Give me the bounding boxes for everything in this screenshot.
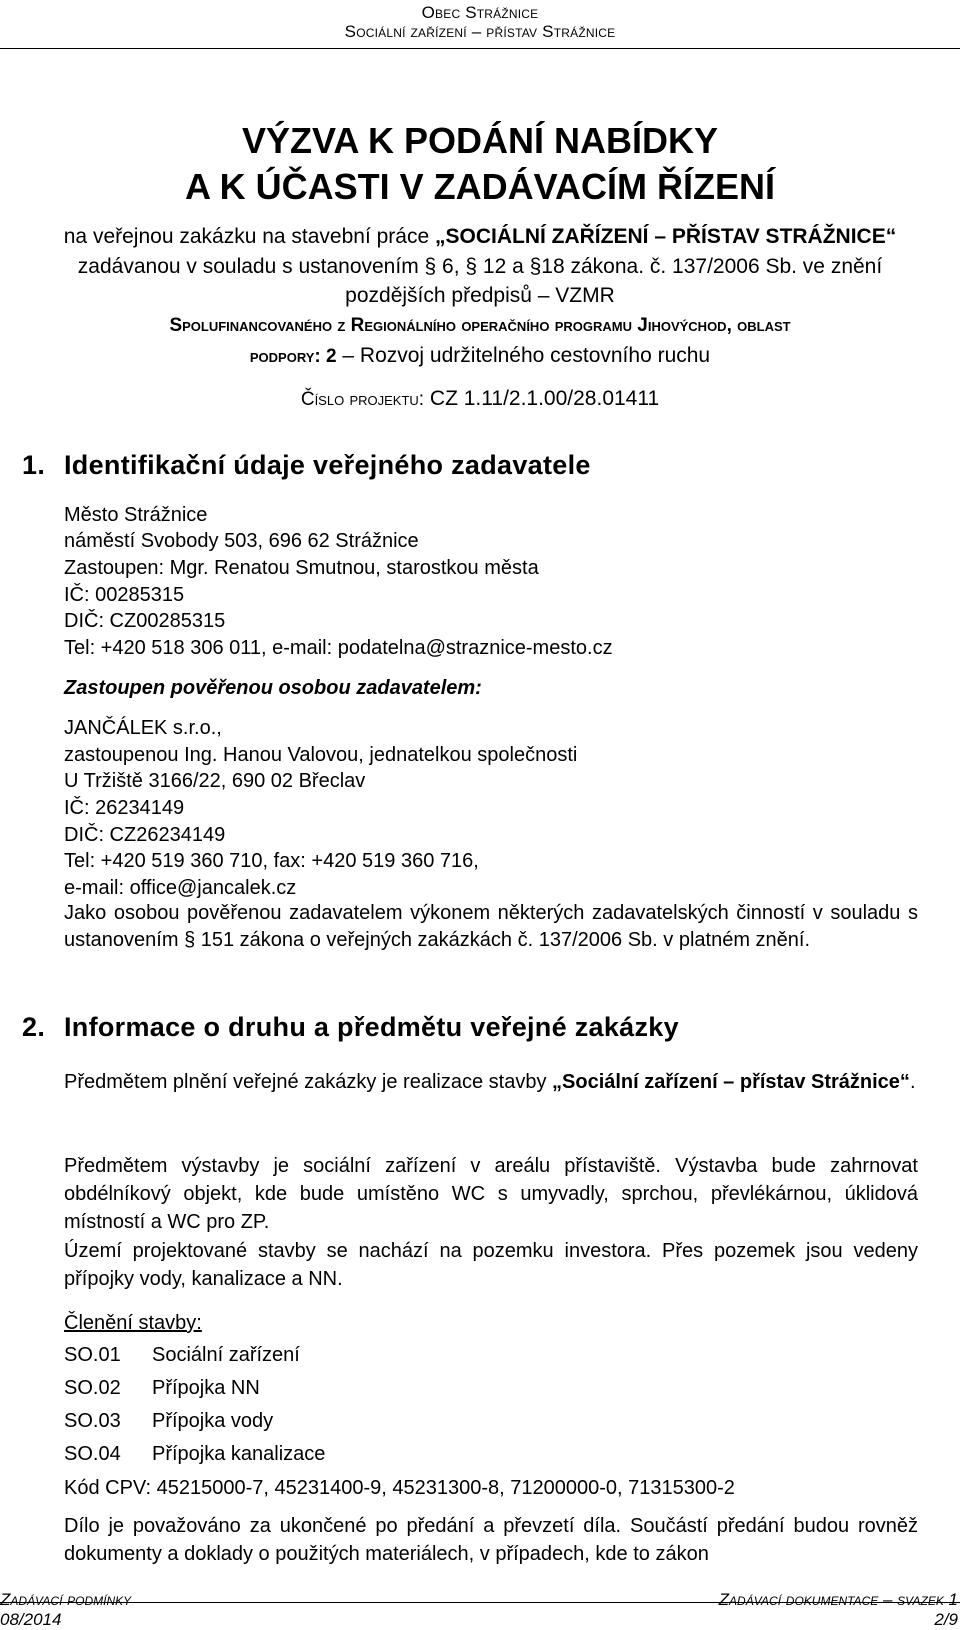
header-project: Sociální zařízení – přístav Strážnice bbox=[344, 22, 616, 41]
subject-paragraph bbox=[64, 1068, 918, 1096]
object-name: Sociální zařízení bbox=[152, 1344, 300, 1366]
breakdown-heading: Členění stavby: bbox=[64, 1312, 202, 1334]
footer-section-name: Zadávací podmínky bbox=[0, 1590, 132, 1609]
intro-line-1-text: na veřejnou zakázku na stavební práce bbox=[63, 225, 435, 248]
footer-date: 08/2014 bbox=[0, 1610, 62, 1629]
object-code: SO.02 bbox=[64, 1377, 121, 1399]
intro-line-1 bbox=[0, 222, 960, 252]
section-2-number: 2. bbox=[22, 1012, 46, 1042]
delegate-line: U Tržiště 3166/22, 690 02 Břeclav bbox=[64, 770, 366, 792]
document-title bbox=[0, 118, 960, 210]
object-name: Přípojka vody bbox=[152, 1410, 274, 1432]
intro-line-5 bbox=[0, 341, 960, 372]
header-divider bbox=[0, 48, 960, 49]
object-code: SO.01 bbox=[64, 1344, 121, 1366]
intro-line-2: zadávanou v souladu s ustanovením § 6, § 12 a §18 zákona. č. 137/2006 Sb. ve znění bbox=[77, 255, 883, 278]
project-number: CZ 1.11/2.1.00/28.01411 bbox=[424, 387, 660, 410]
contracting-authority-line: DIČ: CZ00285315 bbox=[64, 610, 226, 632]
contracting-authority-line: Zastoupen: Mgr. Renatou Smutnou, starostkou města bbox=[64, 557, 539, 579]
page-number: 2/9 bbox=[934, 1610, 958, 1629]
section-1-number: 1. bbox=[22, 450, 46, 480]
intro-line-3: pozdějších předpisů – VZMR bbox=[345, 284, 615, 307]
subject-building-name: „Sociální zařízení – přístav Strážnice“ bbox=[552, 1071, 910, 1093]
construction-paragraph bbox=[64, 1152, 918, 1236]
contracting-authority-line: Město Strážnice bbox=[64, 504, 208, 526]
delegate-line: Tel: +420 519 360 710, fax: +420 519 360 716, bbox=[64, 850, 479, 872]
contract-name: „SOCIÁLNÍ ZAŘÍZENÍ – PŘÍSTAV STRÁŽNICE“ bbox=[434, 225, 897, 248]
contracting-authority-line: IČ: 00285315 bbox=[64, 584, 185, 606]
delegate-heading: Zastoupen pověřenou osobou zadavatelem: bbox=[64, 677, 482, 699]
subject-text: Předmětem plnění veřejné zakázky je realizace stavby bbox=[64, 1071, 553, 1093]
object-code: SO.03 bbox=[64, 1410, 121, 1432]
section-2-title: Informace o druhu a předmětu veřejné zakázky bbox=[64, 1012, 679, 1042]
object-name: Přípojka kanalizace bbox=[152, 1443, 326, 1465]
project-number-label: Číslo projektu: bbox=[300, 389, 425, 410]
delegate-line: JANČÁLEK s.r.o., bbox=[64, 717, 222, 739]
delegate-paragraph bbox=[64, 900, 918, 954]
site-paragraph bbox=[64, 1237, 918, 1293]
project-number-line bbox=[0, 384, 960, 415]
completion-text: Dílo je považováno za ukončené po předání a převzetí díla. Součástí předání budou rovněž dokumenty a doklady o použitých materiálech, v případech, kde to zákon bbox=[64, 1515, 918, 1565]
delegate-line: zastoupenou Ing. Hanou Valovou, jednatelkou společnosti bbox=[64, 744, 578, 766]
title-line-2: A K ÚČASTI V ZADÁVACÍM ŘÍZENÍ bbox=[185, 166, 775, 207]
priority-axis-name: – Rozvoj udržitelného cestovního ruchu bbox=[336, 344, 711, 367]
intro-line-4: Spolufinancovaného z Regionálního operačního programu Jihovýchod, oblast bbox=[169, 315, 791, 336]
section-1-title: Identifikační údaje veřejného zadavatele bbox=[64, 450, 591, 480]
header-municipality: Obec Strážnice bbox=[421, 3, 539, 22]
contracting-authority-line: náměstí Svobody 503, 696 62 Strážnice bbox=[64, 530, 419, 552]
contracting-authority-line: Tel: +420 518 306 011, e-mail: podatelna@straznice-mesto.cz bbox=[64, 637, 613, 659]
cpv-codes: Kód CPV: 45215000-7, 45231400-9, 45231300-8, 71200000-0, 71315300-2 bbox=[64, 1477, 735, 1499]
site-text: Území projektované stavby se nachází na pozemku investora. Přes pozemek jsou vedeny přípojky vody, kanalizace a NN. bbox=[64, 1240, 918, 1290]
object-code: SO.04 bbox=[64, 1443, 121, 1465]
delegate-line: DIČ: CZ26234149 bbox=[64, 824, 226, 846]
title-line-1: VÝZVA K PODÁNÍ NABÍDKY bbox=[241, 120, 719, 161]
delegate-line: IČ: 26234149 bbox=[64, 797, 185, 819]
footer-volume: Zadávací dokumentace – svazek 1 bbox=[718, 1590, 958, 1609]
delegate-paragraph-text: Jako osobou pověřenou zadavatelem výkonem některých zadavatelských činností v souladu s ustanovením § 151 zákona o veřejných zakázkách č. 137/2006 Sb. v platném znění. bbox=[64, 902, 918, 951]
priority-axis: podpory: 2 bbox=[249, 346, 337, 367]
delegate-line: e-mail: office@jancalek.cz bbox=[64, 877, 297, 899]
completion-paragraph bbox=[64, 1512, 918, 1568]
object-name: Přípojka NN bbox=[152, 1377, 260, 1399]
subject-suffix: . bbox=[909, 1071, 916, 1093]
construction-text: Předmětem výstavby je sociální zařízení v areálu přístaviště. Výstavba bude zahrnovat obdélníkový objekt, kde bude umístěno WC s umyvadly, sprchou, převlékárnou, úklidová místností a WC pro ZP. bbox=[64, 1155, 918, 1233]
